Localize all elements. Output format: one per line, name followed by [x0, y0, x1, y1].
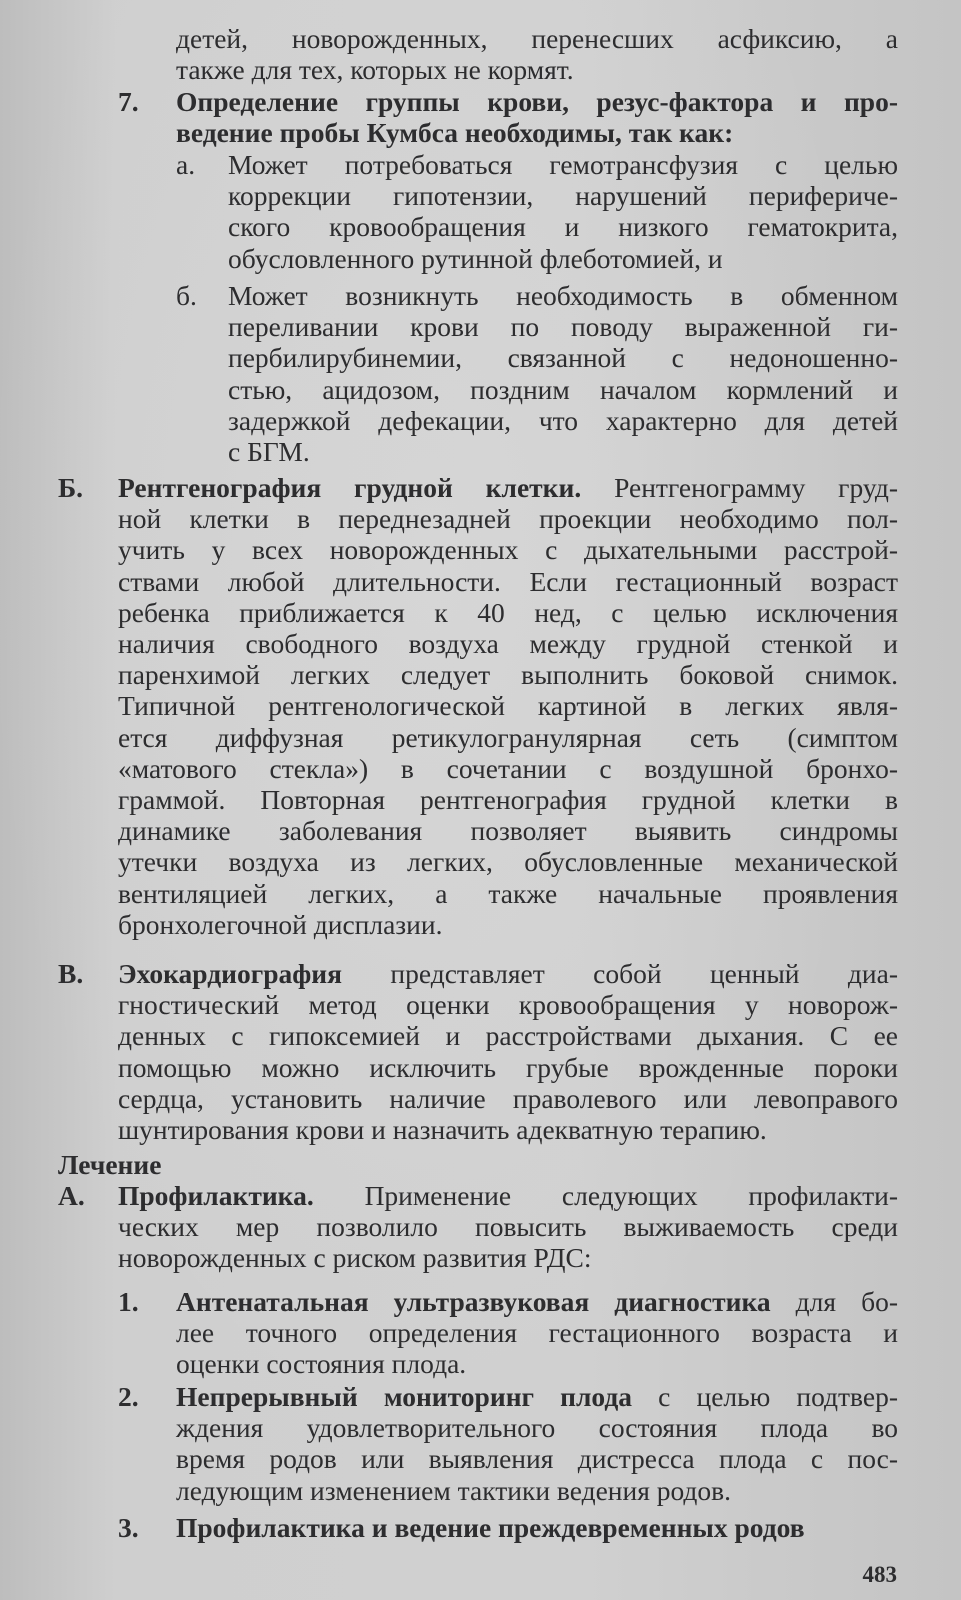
text-line: ждения удовлетворительного состояния плода во	[176, 1412, 898, 1444]
text-line: паренхимой легких следует выполнить боковой снимок.	[118, 659, 898, 691]
item-3-lead: Профилактика и ведение преждевременных родов	[176, 1512, 805, 1543]
page-number: 483	[862, 1562, 897, 1587]
text-line: пербилирубинемии, связанной с недоношенно-	[228, 342, 898, 374]
list-marker-7: 7.	[118, 86, 139, 117]
text-line: шунтирования крови и назначить адекватную терапию.	[118, 1114, 767, 1146]
section-a-lead: Профилактика.	[118, 1180, 314, 1211]
section-v-lead: Эхокардиография	[118, 958, 343, 989]
text-fragment: с целью подтвер-	[632, 1381, 898, 1412]
list-marker-2: 2.	[118, 1381, 139, 1412]
text-fragment: для бо-	[770, 1286, 898, 1317]
list-item-3	[176, 1512, 898, 1543]
text-line: Может возникнуть необходимость в обменном	[228, 280, 898, 311]
text-line: денных с гипоксемией и расстройствами дыхания. С ее	[118, 1020, 898, 1052]
text-line: детей, новорожденных, перенесших асфиксию, а	[176, 23, 898, 54]
continued-paragraph	[176, 23, 898, 85]
text-line: помощью можно исключить грубые врожденные пороки	[118, 1051, 898, 1083]
text-line: ческих мер позволило повысить выживаемость среди	[118, 1211, 898, 1243]
section-heading-treatment: Лечение	[58, 1149, 162, 1180]
text-line	[118, 1180, 898, 1211]
sublist-item-b	[228, 280, 898, 467]
text-line: ского кровообращения и низкого гематокрита,	[228, 211, 898, 243]
text-fragment: Рентгенограмму груд-	[581, 472, 898, 503]
section-marker-a: А.	[58, 1180, 85, 1211]
text-line	[118, 958, 898, 989]
text-line: утечки воздуха из легких, обусловленные механической	[118, 846, 898, 878]
text-line: Типичной рентгенологической картиной в легких явля-	[118, 690, 898, 722]
text-line: динамике заболевания позволяет выявить синдромы	[118, 815, 898, 847]
text-fragment: Применение следующих профилакти-	[313, 1180, 898, 1211]
section-marker-v: В.	[58, 958, 84, 989]
text-line: также для тех, которых не кормят.	[176, 54, 574, 86]
section-v-echocardiography	[118, 958, 898, 1145]
text-line: гностический метод оценки кровообращения у новорож-	[118, 989, 898, 1021]
text-line: бронхолегочной дисплазии.	[118, 908, 443, 940]
text-line: время родов или выявления дистресса плода с пос-	[176, 1443, 898, 1475]
text-line: с БГМ.	[228, 436, 310, 468]
text-line: задержкой дефекации, что характерно для детей	[228, 404, 898, 436]
list-marker-3: 3.	[118, 1512, 139, 1543]
text-line: ствами любой длительности. Если гестационный возраст	[118, 565, 898, 597]
text-line: лее точного определения гестационного возраста и	[176, 1317, 898, 1349]
text-line	[176, 1381, 898, 1412]
sublist-marker-b: б.	[176, 280, 197, 311]
text-line: обусловленного рутинной флеботомией, и	[228, 242, 723, 274]
text-line: стью, ацидозом, поздним началом кормлений и	[228, 373, 898, 405]
section-marker-b: Б.	[58, 472, 84, 503]
list-item-1	[176, 1286, 898, 1380]
section-a-prophylaxis	[118, 1180, 898, 1274]
list-item-7	[176, 86, 898, 148]
item-2-lead: Непрерывный мониторинг плода	[176, 1381, 633, 1412]
text-line: наличия свободного воздуха между грудной стенкой и	[118, 628, 898, 660]
text-fragment: представляет собой ценный диа-	[342, 958, 898, 989]
text-line: ной клетки в переднезадней проекции необходимо пол-	[118, 503, 898, 535]
text-line: вентиляцией легких, а также начальные проявления	[118, 877, 898, 909]
sublist-item-a	[228, 149, 898, 274]
text-line	[118, 472, 898, 503]
text-line: ведение пробы Кумбса необходимы, так как:	[176, 117, 734, 149]
list-marker-1: 1.	[118, 1286, 139, 1317]
text-line: сердца, установить наличие праволевого или левоправого	[118, 1082, 898, 1114]
text-line: ледующим изменением тактики ведения родов.	[176, 1474, 732, 1506]
text-line: граммой. Повторная рентгенография грудной клетки в	[118, 784, 898, 816]
text-line: ется диффузная ретикулогранулярная сеть (симптом	[118, 721, 898, 753]
text-line	[176, 1286, 898, 1317]
section-b-chest-xray	[118, 472, 898, 940]
text-line: ребенка приближается к 40 нед, с целью исключения	[118, 596, 898, 628]
text-line: переливании крови по поводу выраженной ги-	[228, 311, 898, 343]
text-line: коррекции гипотензии, нарушений перифериче-	[228, 180, 898, 212]
list-item-2	[176, 1381, 898, 1506]
text-line: новорожденных с риском развития РДС:	[118, 1242, 592, 1274]
section-b-lead: Рентгенография грудной клетки.	[118, 472, 582, 503]
text-line: учить у всех новорожденных с дыхательными расстрой-	[118, 534, 898, 566]
item-1-lead: Антенатальная ультразвуковая диагностика	[176, 1286, 771, 1317]
text-line: Может потребоваться гемотрансфузия с целью	[228, 149, 898, 180]
text-line: Определение группы крови, резус-фактора и про-	[176, 86, 898, 117]
text-line: оценки состояния плода.	[176, 1348, 467, 1380]
text-line: «матового стекла») в сочетании с воздушной бронхо-	[118, 752, 898, 784]
sublist-marker-a: а.	[176, 149, 196, 180]
